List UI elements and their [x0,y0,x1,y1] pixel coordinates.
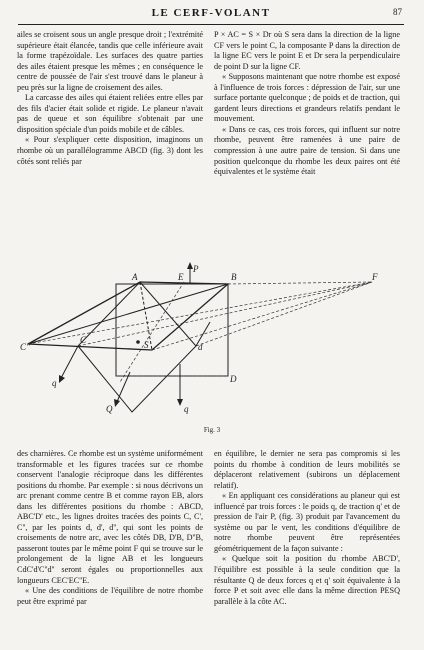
force-q1-line [60,346,78,380]
label-B: B [231,272,237,282]
column-bottom-left [17,449,203,607]
paragraph: La carcasse des ailes qui étaient reliées entre elles par des fils d'acier était solide et rigide. Le planeur n'avait pas de queue et son équilibre s'obtenait par une disposition spéciale d'un poids mobile et de câbles. [17,93,203,134]
paragraph: P × AC = S × Dr où S sera dans la direction de la ligne CF vers le point C, la composante P dans la direction de la ligne EC vers le point E et Dr sera la perpendiculaire de point D sur la ligne CF. [214,30,400,71]
page-number: 87 [393,7,402,17]
paragraph: « Dans ce cas, ces trois forces, qui influent sur notre rhombe, peuvent être ramenées à une paire de compression à une autre paire de tension. Si dans une position quelconque du rhombe les deux paires ont été équivalentes et le système était [214,124,400,177]
figure-caption: Fig. 3 [203,426,221,434]
page-header [18,4,404,25]
label-C2: C [80,335,87,345]
label-Q: Q [106,404,113,414]
label-F: F [372,272,378,282]
label-C: C'' [20,342,30,352]
paragraph: des charnières. Ce rhombe est un système uniformément transformable et les figures tracées sur ce rhombe conservent l'analogie réciproque dans les différentes positions du rhombe. Par exemple : si nous décrivons un arc prenant comme centre B et comme rayon EB, alors dans les différentes positions du rhombe : ABCD, ABC'D' etc., les lignes droites tracées des points C, C', C'', par les points d, d', d'', qui sont les points de croisements de notre arc, avec les côtés DB, D'B, D''B, passeront toutes par le même point F qui se trouve sur le prolongement de la ligne AB et les longueurs CdC'd'C''d'' seront égales ou proportionnelles aux longueurs CEC'EC''E. [17,449,203,585]
point-marker [136,340,140,344]
arrow-Q [114,399,120,407]
paragraph: « Quelque soit la position du rhombe ABC'D', l'équilibre est possible à la seule condition que la résultante Q de deux forces q et q' soit équivalente à la force P et soit avec elle dans la même direction PESQ parallèle à la côte AC. [214,554,400,606]
label-P: P [193,264,199,274]
paragraph: ailes se croisent sous un angle presque droit ; l'extrémité supérieure était élancée, tandis que celle inférieure avait la forme trapézoïdale. Les surfaces des quatre parties des ailes étaient presque les mêmes ; en conséquence le centre de poussée de l'air s'est trouvé dans le planeur à peu près sur la ligne de croisement des ailes. [17,30,203,92]
arrow-q [177,399,183,406]
paragraph: en équilibre, le dernier ne sera pas compromis si les points du rhombe à condition de leurs mobilités se déplaceront relativement (subirons un déplacement relatif). [214,449,400,490]
label-S: S [144,340,149,350]
paragraph: « En appliquant ces considérations au planeur qui est influencé par trois forces : le poids q, de traction q' et de pression de l'air P, (fig. 3) produit par l'avancement du système ou par le vent, les conditions d'équilibre de notre rhombe peuvent être représentées géométriquement de la façon suivante : [214,491,400,553]
line-bf [228,282,372,284]
label-d: d [198,342,203,352]
column-top-right [214,30,400,178]
paragraph: « Une des conditions de l'équilibre de notre rhombe peut être exprimé par [17,586,203,606]
label-E: E [178,272,184,282]
journal-title: LE CERF-VOLANT [151,7,271,19]
column-bottom-right [214,449,400,607]
label-q: q [184,404,189,414]
rhombus-outline [28,282,228,350]
label-A: A [132,272,138,282]
paragraph: « Pour s'expliquer cette disposition, imaginons un rhombe où un parallélogramme ABCD (fig. 3) dont les côtés sont reliés par [17,135,203,166]
rhombe-diagram-svg [20,262,404,420]
label-D: D [230,374,237,384]
line-eq [120,282,184,382]
line-d2f [196,282,372,346]
column-top-left [17,30,203,167]
figure-3-diagram [20,262,404,420]
line-df [152,282,372,350]
paragraph: « Supposons maintenant que notre rhombe est exposé à l'influence de trois forces : dépression de l'air, sur une surface portante quelconque ; de poids et de traction, qui gardent leurs directions et grandeurs relatifs pendant le mouvement. [214,72,400,124]
label-q1: q [52,378,57,388]
